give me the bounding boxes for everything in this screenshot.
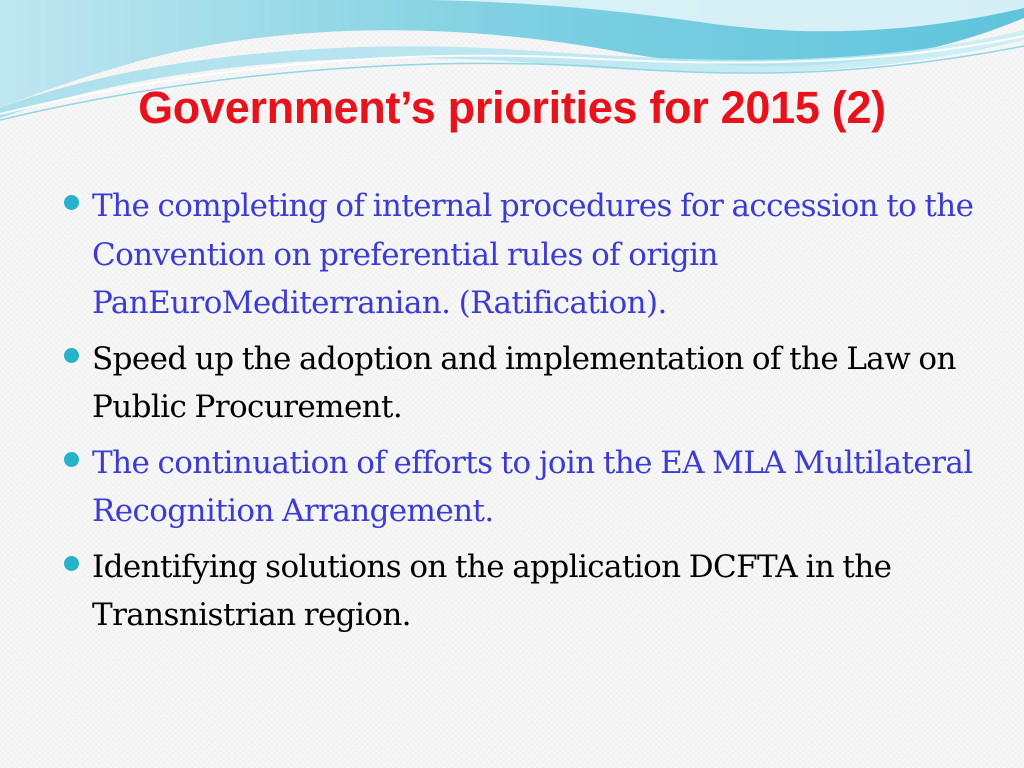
bullet-text: The continuation of efforts to join the EA MLA Multilateral Recognition Arrangement. — [92, 444, 973, 529]
bullet-dot-icon — [64, 348, 79, 363]
bullet-dot-icon — [64, 195, 79, 210]
bullet-text: Speed up the adoption and implementation of the Law on Public Procurement. — [92, 340, 956, 425]
bullet-dot-icon — [64, 556, 79, 571]
bullet-item — [60, 182, 990, 328]
bullet-text: Identifying solutions on the application DCFTA in the Transnistrian region. — [92, 548, 892, 633]
bullet-item — [60, 439, 990, 536]
bullet-text: The completing of internal procedures for accession to the Convention on preferential rules of origin PanEuroMediterranian. (Ratification). — [92, 188, 974, 321]
slide-title: Government’s priorities for 2015 (2) — [138, 82, 886, 133]
bullet-item — [60, 335, 990, 432]
bullet-list — [60, 182, 990, 647]
bullet-item — [60, 543, 990, 640]
bullet-dot-icon — [64, 452, 79, 467]
